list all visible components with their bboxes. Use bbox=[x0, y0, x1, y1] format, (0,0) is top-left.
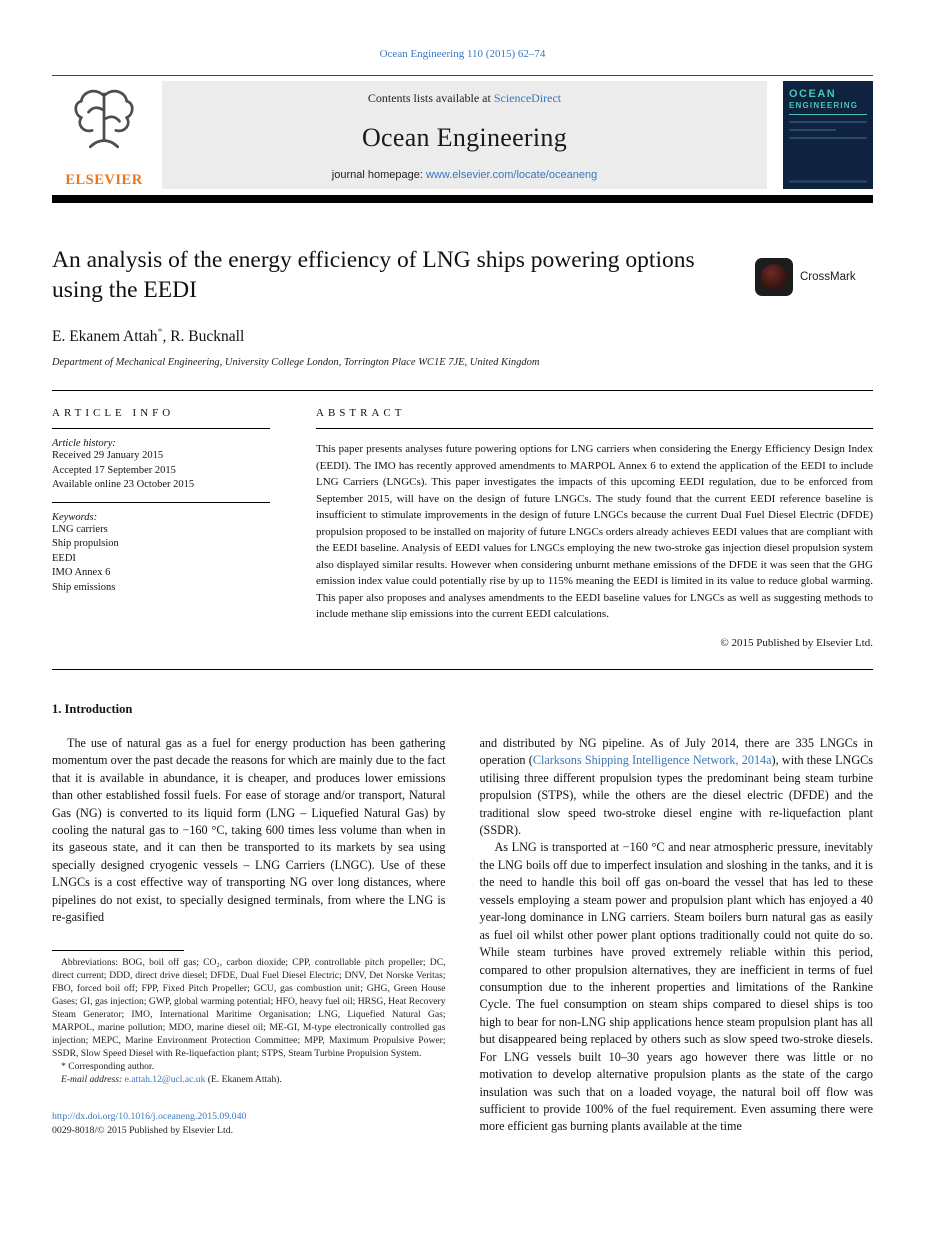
info-abstract-section bbox=[52, 391, 873, 649]
keyword: Ship emissions bbox=[52, 581, 116, 593]
keyword: EEDI bbox=[52, 552, 76, 564]
homepage-label: journal homepage: bbox=[331, 169, 426, 181]
history-received: Received 29 January 2015 bbox=[52, 450, 164, 462]
keyword: Ship propulsion bbox=[52, 538, 119, 550]
keyword: LNG carriers bbox=[52, 523, 108, 535]
divider bbox=[52, 669, 873, 670]
journal-citation-link[interactable]: Ocean Engineering 110 (2015) 62–74 bbox=[379, 48, 546, 60]
crossmark-icon bbox=[755, 258, 793, 296]
abstract-copyright: © 2015 Published by Elsevier Ltd. bbox=[720, 636, 873, 649]
email-link[interactable]: e.attah.12@ucl.ac.uk bbox=[124, 1074, 206, 1086]
keywords-block bbox=[52, 512, 270, 595]
divider bbox=[52, 501, 270, 503]
doi-link[interactable]: http://dx.doi.org/10.1016/j.oceaneng.2015.09.040 bbox=[52, 1110, 247, 1122]
footnote-asterisk: * bbox=[61, 1061, 66, 1073]
abbreviations-note bbox=[52, 956, 446, 1060]
clarksons-citation-link[interactable]: Clarksons Shipping Intelligence Network, 2014a bbox=[532, 753, 772, 768]
sciencedirect-link[interactable]: ScienceDirect bbox=[493, 91, 562, 105]
abstract-column bbox=[316, 407, 873, 649]
author-name-2: , R. Bucknall bbox=[162, 328, 245, 346]
journal-cover-thumbnail[interactable] bbox=[783, 81, 873, 189]
abbreviations-text: BOG, boil off gas; CO₂, carbon dioxide; CPP, controllable pitch propeller; DC, direct current; DDD, direct drive diesel; DFDE, Dual Fuel Diesel Electric; DNV, Det Norske Veritas; FBO, forced boil off; FPP, Fixed Pitch Propeller; GCU, gas combustion unit; GHG, Green House Gases; GI, gas injection; GWP, global warming potential; HFO, heavy fuel oil; HRSG, Heat Recovery Steam Generator; IMO, International Maritime Organisation; LNG, Liquefied Natural Gas; MARPOL, marine pollution; MDO, marine diesel oil; ME-GI, M-type electronically controlled gas injection; MEPC, Marine Environment Protection Committee; MPP, Maximum Propulsive Power; SSDR, Slow Speed Diesel with Re-liquefaction plant; STPS, Steam Turbine Propulsion System. bbox=[52, 956, 446, 1059]
history-accepted: Accepted 17 September 2015 bbox=[52, 464, 176, 476]
history-available: Available online 23 October 2015 bbox=[52, 479, 195, 491]
masthead-box bbox=[162, 81, 767, 189]
email-line bbox=[52, 1073, 446, 1086]
article-info-column bbox=[52, 407, 270, 649]
crossmark-badge[interactable] bbox=[755, 249, 873, 305]
cover-title-line2: ENGINEERING bbox=[789, 101, 859, 110]
corresponding-author-mark[interactable]: * bbox=[157, 327, 163, 339]
body-column-right bbox=[480, 735, 874, 1136]
masthead bbox=[52, 81, 873, 189]
body-section bbox=[52, 702, 873, 1136]
journal-homepage-link[interactable]: www.elsevier.com/locate/oceaneng bbox=[425, 169, 598, 181]
section-heading-introduction: 1. Introduction bbox=[52, 701, 133, 716]
cover-decoration bbox=[789, 121, 867, 123]
cover-rule bbox=[789, 114, 867, 115]
body-column-left bbox=[52, 735, 446, 1136]
email-label: E-mail address: bbox=[61, 1074, 125, 1086]
issn-copyright-line: 0029-8018/© 2015 Published by Elsevier Ltd. bbox=[52, 1124, 234, 1136]
affiliation: Department of Mechanical Engineering, University College London, Torrington Place WC1E 7JE, United Kingdom bbox=[52, 357, 540, 369]
intro-paragraph-right-1 bbox=[480, 735, 874, 840]
contents-prefix: Contents lists available at bbox=[367, 91, 494, 105]
contents-line bbox=[172, 91, 757, 106]
title-row bbox=[52, 245, 873, 305]
corresponding-author-note bbox=[52, 1060, 446, 1073]
cover-decoration bbox=[789, 180, 867, 183]
author-name-1: E. Ekanem Attah bbox=[52, 328, 158, 346]
divider bbox=[52, 75, 873, 76]
article-title: An analysis of the energy efficiency of LNG ships powering options using the EEDI bbox=[52, 247, 695, 304]
keywords-label: Keywords: bbox=[52, 511, 98, 523]
article-history-label: Article history: bbox=[52, 438, 116, 450]
footnote-block bbox=[52, 950, 446, 1136]
abstract-heading: ABSTRACT bbox=[316, 407, 873, 429]
authors-line bbox=[52, 327, 873, 346]
elsevier-logo[interactable] bbox=[52, 81, 156, 189]
cover-decoration bbox=[789, 137, 867, 139]
abstract-text: This paper presents analyses future powering options for LNG carriers when considering the Energy Efficiency Design Index (EEDI). The IMO has recently approved amendments to MARPOL Annex 6 to extend the application of the EEDI to include LNG Carriers (LNGCs). This paper investigates the impacts of this upcoming EEDI regulation, due to be enforced from September 2015, will have on the design of future LNGCs. The study found that the current EEDI reference baseline is insufficient to stimulate improvements in the design of future LNGCs because the current Dual Fuel Diesel Electric (DFDE) propulsion proposed to be installed on majority of future LNGCs orders already achieves EEDI values that are compliant with the EEDI baseline. Analysis of EEDI values for LNGCs employing the new two-stroke gas injection diesel propulsion system also displayed similar results. However when considering unburnt methane emissions of the DFDE it was seen that the GHG emission index value could potentially rise by up to 115% meaning the EEDI is limited in its value to reduce global warming. This paper also proposes and analyses amendments to the EEDI baseline values for LNGCs as well as suggesting methods to include methane slip emissions into the current EEDI calculations. bbox=[316, 443, 873, 621]
cover-decoration bbox=[789, 129, 836, 131]
doi-block bbox=[52, 1111, 446, 1136]
abbreviations-label: Abbreviations: bbox=[61, 956, 119, 968]
intro-paragraph-left: The use of natural gas as a fuel for energy production has been gathering momentum over the past decade the reasons for which are mainly due to the fact that it is available in abundance, it is cheaper, and produces lower emissions than other established fossil fuels. For ease of storage and/or transport, Natural Gas (NG) is converted to its liquid form (LNG – Liquefied Natural Gas) by cooling the natural gas to −160 °C, taking 600 times less volume than when in its gaseous state, and it can then be transported to its markets by sea using specially designed cryogenic vessels – LNG Carriers (LNGC). Use of these LNGCs is a cost effective way of transporting NG over long distances, where pipelines do not exist, to specially designed terminals, from where the LNG is re-gasified bbox=[52, 735, 446, 925]
crossmark-label: CrossMark bbox=[800, 271, 856, 284]
elsevier-wordmark: ELSEVIER bbox=[65, 172, 143, 188]
right-p1-after: ), with these LNGCs utilising three different propulsion types the predominant being steam turbine propulsion (STPS), while the others are the diesel electric (DFDE) and the traditional slow speed two-stroke diesel engine with re-liquefaction plant (SSDR). bbox=[479, 753, 873, 837]
masthead-rule bbox=[52, 195, 873, 203]
homepage-line bbox=[172, 169, 757, 181]
corresponding-note-text: Corresponding author. bbox=[65, 1061, 154, 1073]
keyword: IMO Annex 6 bbox=[52, 567, 111, 579]
footnote-rule bbox=[52, 950, 184, 951]
email-suffix: (E. Ekanem Attah). bbox=[205, 1074, 282, 1086]
right-p1-before: and distributed by NG pipeline. As of July 2014, there are 335 LNGCs in operation ( bbox=[479, 735, 873, 768]
article-info-heading: ARTICLE INFO bbox=[52, 407, 270, 429]
elsevier-tree-icon bbox=[67, 83, 141, 170]
intro-paragraph-right-2: As LNG is transported at −160 °C and near atmospheric pressure, inevitably the LNG boils off due to imperfect insulation and sloshing in the tanks, and it is the need to handle this boil off gas on-board the vessel that has led to these vessels employing a steam power and propulsion plant which has enjoyed a 40 year-long dominance in LNG carriers. Steam boilers burn natural gas as easily as fuel oil whilst other power plant options traditionally could not quite do so. While steam turbines have proved extremely reliable within this period, compared to other propulsion alternatives, they are inefficient in terms of fuel consumption due to the inherent properties and limitations of the Rankine Cycle. The fuel consumption on steam ships compared to diesel ships is too high to bear for non-LNG ship applications hence steam propulsion plant has all but disappeared being replaced by others such as slow speed two-stroke diesels. For LNG vessels built 10–30 years ago however there was little or no motivation to develop alternative propulsion plants as the state of the cargo insulation was such that on a loaded voyage, the natural boil off flow was sufficient to provide 100% of the fuel requirement. Even assuming there were more efficient gas burning plants available at the time bbox=[479, 840, 873, 1134]
journal-title: Ocean Engineering bbox=[361, 122, 568, 152]
body-columns bbox=[52, 735, 873, 1136]
cover-title-line1: OCEAN bbox=[789, 88, 837, 100]
